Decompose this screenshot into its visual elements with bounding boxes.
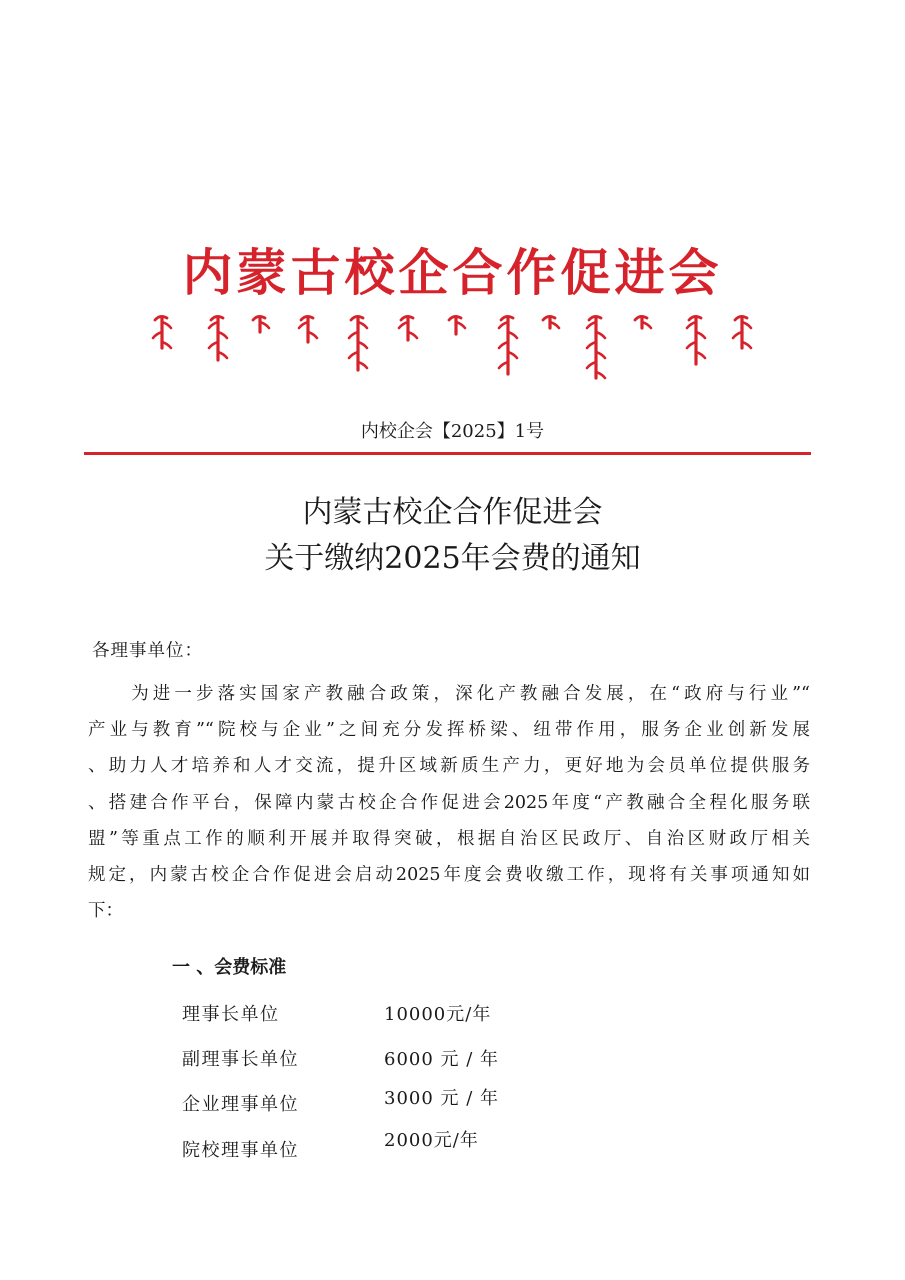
- fee-row-president: [182, 1000, 542, 1030]
- notice-title-line-1: 内蒙古校企合作促进会: [302, 495, 603, 530]
- fee-amount: 2000元/年: [384, 1130, 479, 1151]
- fee-label: 院校理事单位: [182, 1140, 299, 1161]
- salutation: 各理事单位：: [92, 641, 203, 661]
- section-heading-fee-standard: 一 、会费标准: [172, 957, 287, 978]
- paragraph-line: 下：: [88, 901, 123, 922]
- fee-label: 理事长单位: [182, 1004, 280, 1025]
- fee-amount: 3000 元 / 年: [384, 1088, 500, 1109]
- mongolian-script-org-name: [150, 310, 760, 382]
- fee-label: 企业理事单位: [182, 1094, 299, 1115]
- paragraph-line: 、助力人才培养和人才交流，提升区域新质生产力，更好地为会员单位提供服务: [88, 756, 810, 777]
- notice-title-line-2: 关于缴纳2025年会费的通知: [264, 541, 641, 576]
- paragraph-line: 、搭建合作平台，保障内蒙古校企合作促进会2025年度“产教融合全程化服务联: [88, 792, 810, 813]
- fee-row-college: [182, 1130, 542, 1166]
- paragraph-line: 规定，内蒙古校企合作促进会启动2025年度会费收缴工作，现将有关事项通知如: [88, 864, 810, 885]
- fee-row-vice-president: [182, 1045, 542, 1075]
- fee-amount: 6000 元 / 年: [384, 1049, 500, 1070]
- red-divider-line: [84, 452, 811, 455]
- notice-body-paragraph: [88, 676, 810, 929]
- notice-title: [0, 490, 905, 582]
- paragraph-line: 为进一步落实国家产教融合政策，深化产教融合发展，在“政府与行业”“: [88, 684, 810, 704]
- fee-amount: 10000元/年: [384, 1004, 492, 1025]
- paragraph-line: 盟”等重点工作的顺利开展并取得突破，根据自治区民政厅、自治区财政厅相关: [88, 828, 810, 849]
- letterhead-org-name: 内蒙古校企合作促进会: [182, 243, 723, 302]
- fee-row-enterprise: [182, 1090, 542, 1120]
- paragraph-line: 产业与教育”“院校与企业”之间充分发挥桥梁、纽带作用，服务企业创新发展: [88, 720, 810, 741]
- document-number: 内校企会【2025】1号: [360, 421, 545, 442]
- fee-label: 副理事长单位: [182, 1049, 299, 1070]
